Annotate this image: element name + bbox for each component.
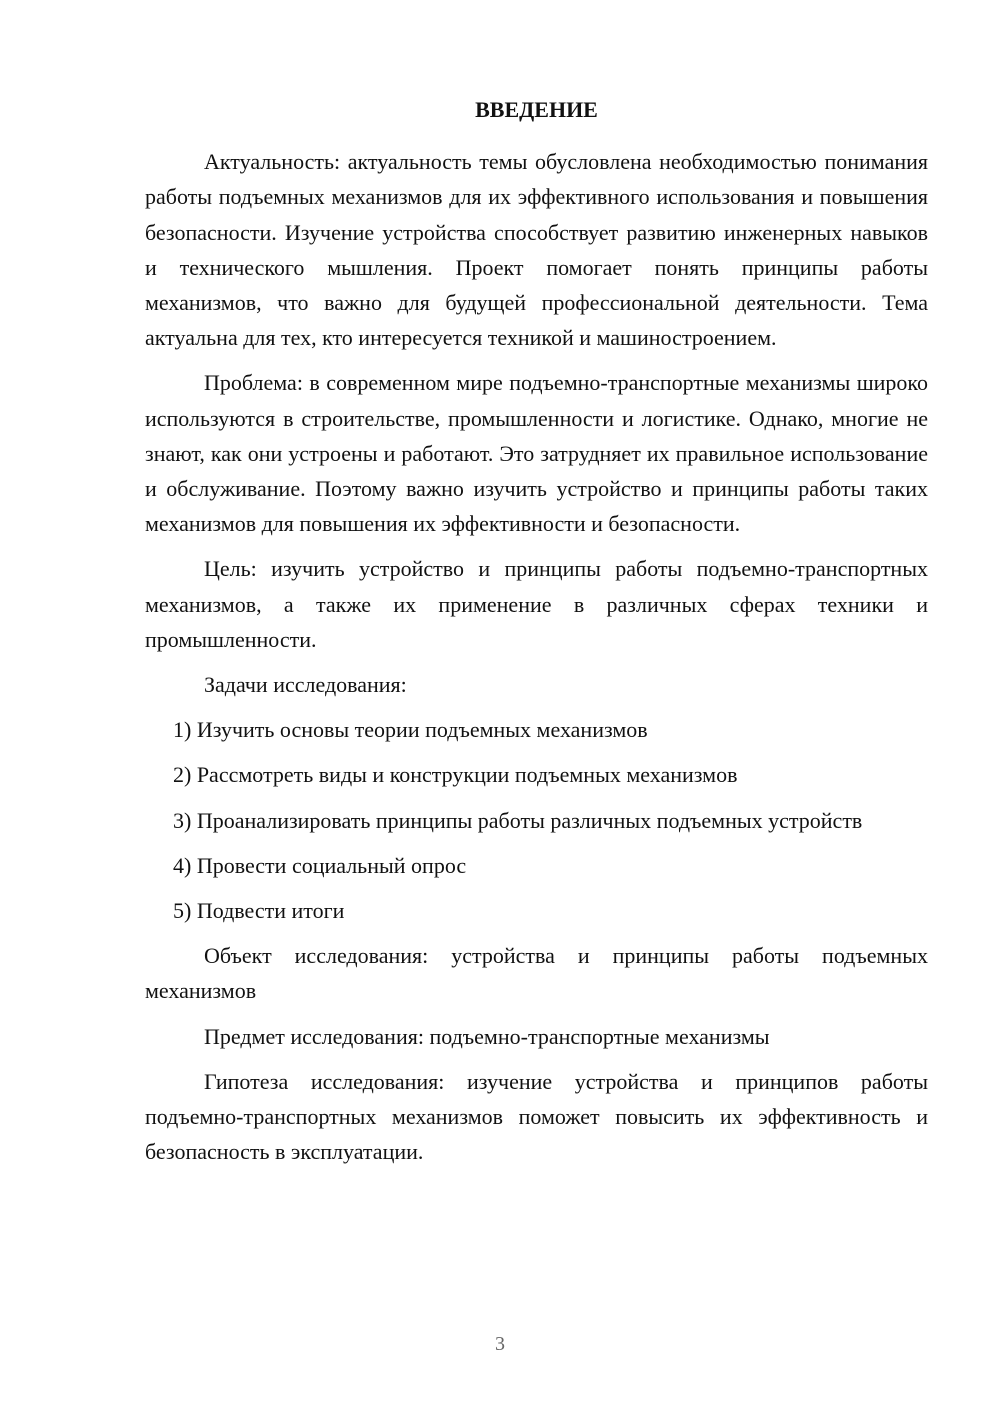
task-item: 1) Изучить основы теории подъемных механизмов	[173, 717, 648, 743]
tasks-heading: Задачи исследования:	[204, 672, 407, 698]
page-number: 3	[495, 1333, 505, 1355]
relevance-paragraph: Актуальность: актуальность темы обусловлена необходимостью понимания работы подъемных механизмов для их эффективного использования и повышения безопасности. Изучение устройства способствует развитию инженерных навыков и технического мышления. Проект помогает понять принципы работы механизмов, что важно для будущей профессиональной деятельности. Тема актуальна для тех, кто интересуется техникой и машиностроением.	[145, 149, 928, 351]
subject-paragraph: Предмет исследования: подъемно-транспортные механизмы	[204, 1023, 770, 1049]
page-content	[145, 92, 928, 1179]
page-title: ВВЕДЕНИЕ	[475, 97, 598, 122]
task-item: 5) Подвести итоги	[173, 898, 345, 924]
task-item: 4) Провести социальный опрос	[173, 852, 467, 878]
hypothesis-paragraph: Гипотеза исследования: изучение устройства и принципов работы подъемно-транспортных механизмов поможет повысить их эффективность и безопасность в эксплуатации.	[145, 1068, 928, 1165]
object-paragraph: Объект исследования: устройства и принципы работы подъемных механизмов	[145, 943, 928, 1004]
goal-paragraph: Цель: изучить устройство и принципы работы подъемно-транспортных механизмов, а также их применение в различных сферах техники и промышленности.	[145, 556, 928, 652]
problem-paragraph: Проблема: в современном мире подъемно-транспортные механизмы широко используются в строительстве, промышленности и логистике. Однако, многие не знают, как они устроены и работают. Это затрудняет их правильное использование и обслуживание. Поэтому важно изучить устройство и принципы работы таких механизмов для повышения их эффективности и безопасности.	[145, 370, 928, 537]
task-item: 2) Рассмотреть виды и конструкции подъемных механизмов	[173, 762, 738, 788]
task-item: 3) Проанализировать принципы работы различных подъемных устройств	[173, 807, 863, 833]
